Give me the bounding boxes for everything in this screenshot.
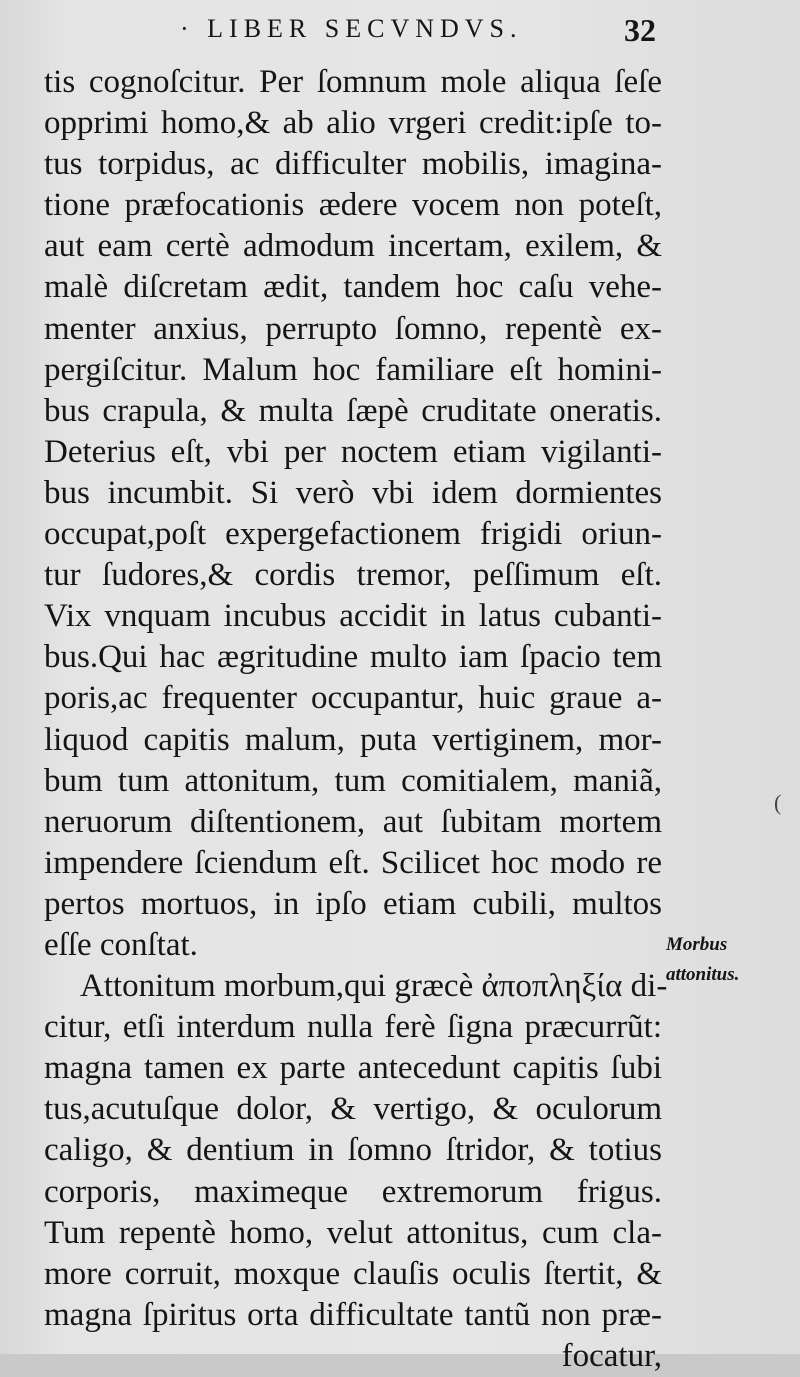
text-line: menter anxius, perrupto ſomno, repentè ex- <box>44 310 662 347</box>
text-line: impendere ſciendum eſt. Scilicet hoc modo re <box>44 844 662 881</box>
text-line: pergiſcitur. Malum hoc familiare eſt homini- <box>44 351 662 388</box>
text-line: Deterius eſt, vbi per noctem etiam vigilanti- <box>44 433 662 470</box>
text-line: pertos mortuos, in ipſo etiam cubili, multos <box>44 885 662 922</box>
text-line: tione præfocationis ædere vocem non poteſt, <box>44 187 662 224</box>
text-line: malè diſcretam ædit, tandem hoc caſu vehe- <box>44 269 662 306</box>
text-line: bus.Qui hac ægritudine multo iam ſpacio tem <box>44 639 662 676</box>
text-line: Vix vnquam incubus accidit in latus cubanti- <box>44 598 662 635</box>
text-line: tur ſudores,& cordis tremor, peſſimum eſt. <box>44 557 662 594</box>
text-line: more corruit, moxque clauſis oculis ſtertit, & <box>44 1255 662 1292</box>
text-line: Tum repentè homo, velut attonitus, cum cla- <box>44 1214 662 1251</box>
text-line: liquod capitis malum, puta vertiginem, mor- <box>44 721 662 758</box>
text-line: opprimi homo,& ab alio vrgeri credit:ipſe to- <box>44 105 662 142</box>
text-line: bum tum attonitum, tum comitialem, maniã, <box>44 762 662 799</box>
marginal-note-line: Morbus <box>666 934 728 955</box>
text-line: tus torpidus, ac difficulter mobilis, imagina- <box>44 146 662 183</box>
text-line: corporis, maximeque extremorum frigus. <box>44 1173 662 1210</box>
text-line: tis cognoſcitur. Per ſomnum mole aliqua ſeſe <box>44 64 662 100</box>
page-number: 32 <box>624 12 656 48</box>
text-line: citur, etſi interdum nulla ferè ſigna præcurrũt: <box>44 1009 662 1046</box>
text-line: magna tamen ex parte antecedunt capitis ſubi <box>44 1050 662 1087</box>
text-line: bus incumbit. Si verò vbi idem dormientes <box>44 474 662 511</box>
page-header <box>180 14 660 54</box>
text-line: tus,acutuſque dolor, & vertigo, & oculorum <box>44 1091 662 1128</box>
text-line: occupat,poſt expergefactionem frigidi oriun- <box>44 516 662 553</box>
text-line: poris,ac frequenter occupantur, huic graue a- <box>44 680 662 717</box>
marginal-note <box>666 930 796 990</box>
text-line: aut eam certè admodum incertam, exilem, & <box>44 228 662 265</box>
text-line: eſſe conſtat. <box>44 926 198 963</box>
text-line: bus crapula, & multa ſæpè cruditate oneratis. <box>44 392 662 429</box>
catchword-line: focatur, <box>561 1337 662 1374</box>
margin-mark: ( <box>774 790 782 815</box>
main-text-block <box>44 62 668 1377</box>
text-line: neruorum diſtentionem, aut ſubitam mortem <box>44 803 662 840</box>
text-line: caligo, & dentium in ſomno ſtridor, & totius <box>44 1132 662 1169</box>
running-head: · LIBER SECVNDVS. <box>180 14 523 43</box>
paragraph-start-line: Attonitum morbum,qui græcè ἀποπληξία di- <box>80 968 668 1005</box>
text-line: magna ſpiritus orta difficultate tantũ non præ- <box>44 1296 662 1333</box>
marginal-note-line: attonitus. <box>666 964 740 985</box>
